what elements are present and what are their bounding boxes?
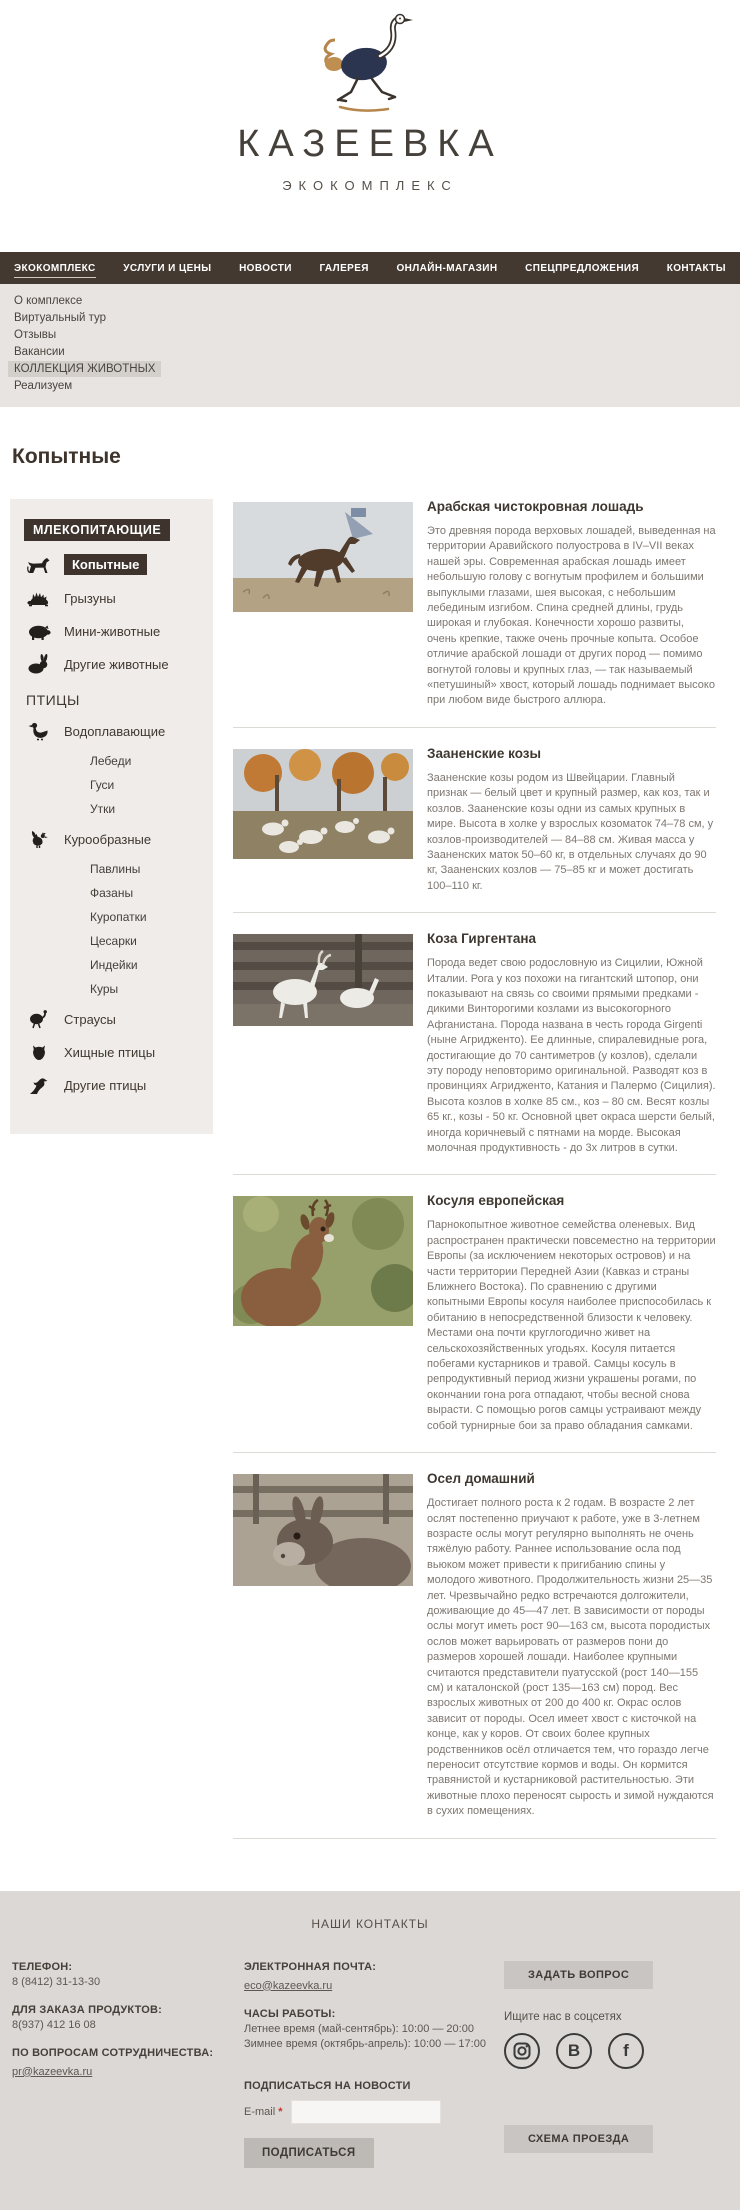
porcupine-icon bbox=[24, 588, 54, 608]
instagram-icon[interactable] bbox=[504, 2033, 540, 2069]
bird-icon bbox=[24, 1075, 54, 1095]
footer-heading: НАШИ КОНТАКТЫ bbox=[311, 1916, 429, 1931]
entry-title: Арабская чистокровная лошадь bbox=[427, 499, 644, 514]
entry-roe-deer bbox=[233, 1193, 716, 1453]
sidebar-subitem-peacocks[interactable]: Павлины bbox=[90, 862, 141, 876]
nav-item-news[interactable]: НОВОСТИ bbox=[239, 262, 292, 274]
owl-icon bbox=[24, 1042, 54, 1062]
saanen-goats-photo bbox=[233, 749, 413, 859]
hours-label: ЧАСЫ РАБОТЫ: bbox=[244, 2007, 336, 2020]
cooperation-label: ПО ВОПРОСАМ СОТРУДНИЧЕСТВА: bbox=[12, 2046, 214, 2059]
sidebar-item-birds-of-prey[interactable]: Хищные птицы bbox=[24, 1042, 213, 1062]
sidebar-item-waterfowl[interactable]: Водоплавающие bbox=[24, 721, 213, 741]
pig-icon bbox=[24, 621, 54, 641]
sidebar-section-mammals: МЛЕКОПИТАЮЩИЕ bbox=[24, 519, 213, 541]
email-label: ЭЛЕКТРОННАЯ ПОЧТА: bbox=[244, 1960, 377, 1973]
sidebar-item-rodents[interactable]: Грызуны bbox=[24, 588, 213, 608]
animal-entries bbox=[233, 499, 730, 1857]
submenu-item-reviews[interactable]: Отзывы bbox=[14, 329, 57, 341]
domestic-donkey-photo bbox=[233, 1474, 413, 1586]
sidebar-subitem-ducks[interactable]: Утки bbox=[90, 802, 116, 816]
sidebar-section-birds: ПТИЦЫ bbox=[26, 692, 80, 708]
duck-icon bbox=[24, 721, 54, 741]
entry-description: Зааненские козы родом из Швейцарии. Главный признак — белый цвет и крупный размер, как коз, так и козлов. Зааненские козы одни из самых крупных в мире. Высота в холке у взрослых козоматок 74–78 см, у козлов-производителей — 84–88 см. Живая масса у Зааненских маток 50–60 кг, в отдельных случаях до 90 кг, Зааненских козлов — 75–85 кг и может достигать 100–110 кг. bbox=[427, 771, 714, 892]
brand-subtitle: ЭКОКОМПЛЕКС bbox=[282, 178, 458, 193]
ask-question-button[interactable]: ЗАДАТЬ ВОПРОС bbox=[504, 1961, 653, 1989]
roe-deer-photo bbox=[233, 1196, 413, 1326]
site-header bbox=[0, 0, 740, 252]
rabbit-icon bbox=[24, 654, 54, 674]
entry-title: Осел домашний bbox=[427, 1471, 535, 1487]
horse-icon bbox=[24, 555, 54, 575]
footer bbox=[0, 1891, 740, 2210]
entry-description: Порода ведет свою родословную из Сицилии, Южной Италии. Рога у коз похожи на гигантский штопор, они показывают на связь со своими прямыми предками - дикими Винторогими козлами из высокогорного Афганистана. Порода названа в честь города Girgenti (ныне Агридженто). Ее длинные, спиралевидные рога, достигающие до 70 сантиметров (у козлов), сделали эту породу неповторимо оригинальной. Разводят коз в провинциях Агридженто, Катания и Палермо (Сицилия). Высота козлов в холке 85 см., коз – 80 см. Весят козлы 65 кг., козы - 50 кг. Основной цвет окраса шерсти белый, иногда коричневый с пятнами на морде. Высокая молочная продуктивность - до 3х литров в сутки. bbox=[427, 957, 716, 1154]
submenu-item-animal-collection[interactable]: КОЛЛЕКЦИЯ ЖИВОТНЫХ bbox=[8, 361, 161, 377]
entry-domestic-donkey bbox=[233, 1471, 716, 1839]
arabian-horse-photo bbox=[233, 502, 413, 612]
submenu-item-about[interactable]: О комплексе bbox=[14, 295, 83, 307]
entry-title: Косуля европейская bbox=[427, 1193, 565, 1209]
entry-title: Зааненские козы bbox=[427, 745, 541, 761]
subscribe-email-input[interactable] bbox=[291, 2100, 441, 2124]
rooster-icon bbox=[24, 829, 54, 849]
submenu-item-realize[interactable]: Реализуем bbox=[14, 380, 73, 392]
entry-description: Достигает полного роста к 2 годам. В возрасте 2 лет ослят постепенно приучают к работе, уже в 3-летнем возрасте ослы могут регулярно выполнять не очень тяжёлую работу. Раннее использование осла под вьюком может привести к пригибанию спины у молодого животного. Продолжительность жизни 25—35 лет. Чрезвычайно редко встречаются долгожители, доживающие до 45—47 лет. В зависимости от породы ослы могут иметь рост 90—163 см, высота породистых ослов может варьировать от размеров пони до размеров хорошей лошади. Наиболее крупными считаются представители пуатусской (рост 140—155 см) и каталонской (рост 135—163 см) пород. Вес взрослых животных от 200 до 400 кг. Окрас ослов зависит от породы. Осел имеет хвост с кисточкой на конце, как у коров. От своих более крупных родственников осёл отличается тем, что гораздо легче переносит отсутствие кормов и воды. Он кормится травянистой и кустарниковой растительностью. Эти животные плохо переносят сырость и зимой нуждаются в сухих помещениях. bbox=[427, 1497, 714, 1818]
entry-description: Это древняя порода верховых лошадей, выведенная на территории Аравийского полуострова в IV–VII веках нашей эры. Современная арабская лошадь имеет небольшую голову с вогнутым профилем и большими выпуклыми глазами, шея высокая, с небольшим лебединым изгибом. Спина средней длины, грудь широкая и глубокая. Конечности хорошо развиты, очень крепкие, также очень прочные копыта. Особое отличие арабской лошади от других пород — помимо вогнутой головы и крупных глаз, — так называемый «петушиный» хвост, который лошадь поднимает высоко при любом виде быстрого аллюра. bbox=[427, 525, 716, 707]
sidebar-subitem-turkeys[interactable]: Индейки bbox=[90, 958, 138, 972]
page-title: Копытные bbox=[12, 445, 121, 468]
facebook-icon[interactable]: f bbox=[608, 2033, 644, 2069]
ostrich-logo-icon bbox=[310, 103, 430, 120]
nav-item-ecocomplex[interactable]: ЭКОКОМПЛЕКС bbox=[14, 263, 96, 274]
route-map-button[interactable]: СХЕМА ПРОЕЗДА bbox=[504, 2125, 653, 2153]
sidebar-item-galliformes[interactable]: Курообразные bbox=[24, 829, 213, 849]
subscribe-button[interactable]: ПОДПИСАТЬСЯ bbox=[244, 2138, 374, 2168]
girgentana-goat-photo bbox=[233, 934, 413, 1026]
nav-item-contacts[interactable]: КОНТАКТЫ bbox=[666, 262, 726, 274]
sidebar-item-hoofed[interactable]: Копытные bbox=[24, 554, 213, 575]
entry-girgentana-goat bbox=[233, 931, 716, 1175]
sidebar-item-ostriches[interactable]: Страусы bbox=[24, 1009, 213, 1029]
nav-item-shop[interactable]: ОНЛАЙН-МАГАЗИН bbox=[396, 262, 498, 274]
order-phone-label: ДЛЯ ЗАКАЗА ПРОДУКТОВ: bbox=[12, 2003, 163, 2016]
sidebar-item-other-birds[interactable]: Другие птицы bbox=[24, 1075, 213, 1095]
hours-winter: Зимнее время (октябрь-апрель): 10:00 — 17:00 bbox=[244, 2037, 486, 2050]
eco-submenu bbox=[0, 284, 740, 407]
nav-item-services[interactable]: УСЛУГИ И ЦЕНЫ bbox=[123, 262, 212, 274]
sidebar-subitem-pheasants[interactable]: Фазаны bbox=[90, 886, 134, 900]
brand-title: КАЗЕЕВКА bbox=[237, 123, 503, 165]
cooperation-email-link[interactable]: pr@kazeevka.ru bbox=[12, 2065, 93, 2078]
sidebar-subitem-swans[interactable]: Лебеди bbox=[90, 754, 132, 768]
phone-value: 8 (8412) 31-13-30 bbox=[12, 1975, 101, 1988]
email-link[interactable]: eco@kazeevka.ru bbox=[244, 1979, 333, 1992]
entry-title: Коза Гиргентана bbox=[427, 931, 537, 947]
site-logo[interactable] bbox=[237, 12, 503, 193]
entry-description: Парнокопытное животное семейства оленевых. Вид распространен практически повсеместно на территории Европы (за исключением некоторых островов) и на части территории Передней Азии (Кавказ и страны Ближнего Востока). По сравнению с другими копытными Европы косуля наиболее приспособилась к обитанию в непосредственной близости к человеку. Местами она почти круглогодично живет на сельскохозяйственных угодьях. Косуля питается побегами кустарников и травой. Самцы косуль в репродуктивный период жизни украшены рогами, по окончании гона рога отпадают, чтобы весной снова вырасти. С помощью рогов самцы устраивают между собой турнирные бои за право обладания самками. bbox=[427, 1219, 716, 1432]
order-phone-value: 8(937) 412 16 08 bbox=[12, 2018, 96, 2031]
nav-item-gallery[interactable]: ГАЛЕРЕЯ bbox=[319, 262, 369, 274]
required-mark: * bbox=[278, 2105, 283, 2118]
subscribe-block bbox=[244, 2080, 496, 2168]
subscribe-heading: ПОДПИСАТЬСЯ НА НОВОСТИ bbox=[244, 2079, 411, 2092]
sidebar-subitem-guinea-fowl[interactable]: Цесарки bbox=[90, 934, 137, 948]
sidebar-subitem-geese[interactable]: Гуси bbox=[90, 778, 115, 792]
entry-saanen-goats bbox=[233, 746, 716, 913]
ostrich-icon bbox=[24, 1009, 54, 1029]
submenu-item-vacancies[interactable]: Вакансии bbox=[14, 346, 65, 358]
animal-categories-sidebar bbox=[10, 499, 213, 1134]
sidebar-item-other-animals[interactable]: Другие животные bbox=[24, 654, 213, 674]
sidebar-item-mini-animals[interactable]: Мини-животные bbox=[24, 621, 213, 641]
entry-arabian-horse bbox=[233, 499, 716, 728]
phone-label: ТЕЛЕФОН: bbox=[12, 1960, 73, 1973]
sidebar-subitem-partridges[interactable]: Куропатки bbox=[90, 910, 147, 924]
main-nav bbox=[0, 252, 740, 284]
social-heading: Ищите нас в соцсетях bbox=[504, 2010, 622, 2023]
hours-summer: Летнее время (май-сентябрь): 10:00 — 20:00 bbox=[244, 2022, 474, 2035]
email-field-label: E-mail * bbox=[244, 2105, 283, 2118]
sidebar-subitem-chickens[interactable]: Куры bbox=[90, 982, 119, 996]
nav-item-specials[interactable]: СПЕЦПРЕДЛОЖЕНИЯ bbox=[525, 262, 640, 274]
vk-icon[interactable]: В bbox=[556, 2033, 592, 2069]
submenu-item-virtual-tour[interactable]: Виртуальный тур bbox=[14, 312, 106, 324]
